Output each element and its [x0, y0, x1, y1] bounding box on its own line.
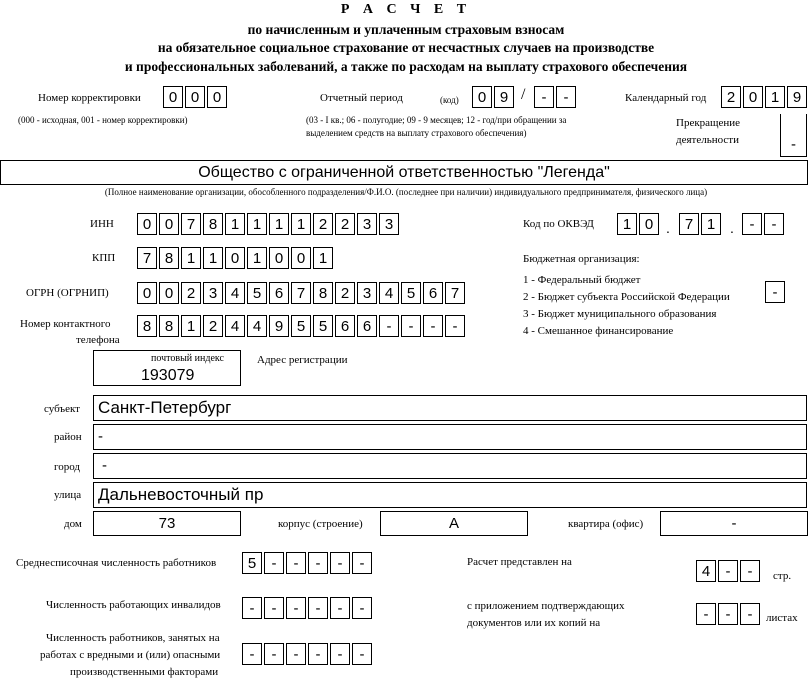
period-code-label: (код)	[440, 95, 459, 105]
kpp-digits-cell: 0	[269, 247, 289, 269]
year-digits-cell: 2	[721, 86, 741, 108]
termination-field[interactable]: -	[780, 114, 807, 157]
inn-digits-cell: 1	[225, 213, 245, 235]
period-extra-cell: -	[534, 86, 554, 108]
phone-digits-cell: -	[423, 315, 443, 337]
ogrn-digits-cell: 4	[225, 282, 245, 304]
inn-digits-cell: 1	[291, 213, 311, 235]
disabled-digits-cell: -	[242, 597, 262, 619]
street-field[interactable]: Дальневосточный пр	[93, 482, 807, 508]
phone-cells[interactable]	[137, 315, 467, 337]
headcount-digits-cell: -	[352, 552, 372, 574]
organization-name-field[interactable]: Общество с ограниченной ответственностью "Легенда"	[0, 160, 808, 185]
attachments-digits-cell: -	[740, 603, 760, 625]
headcount-digits-cell: -	[264, 552, 284, 574]
ogrn-digits-cell: 5	[247, 282, 267, 304]
budget-option-4: 4 - Смешанное финансирование	[523, 325, 674, 337]
inn-digits-cell: 0	[137, 213, 157, 235]
phone-digits-cell: -	[379, 315, 399, 337]
district-field[interactable]: -	[93, 424, 807, 450]
ogrn-digits-cell: 6	[423, 282, 443, 304]
inn-digits-cell: 3	[357, 213, 377, 235]
correction-note: (000 - исходная, 001 - номер корректировки)	[18, 115, 188, 125]
inn-digits-cell: 0	[159, 213, 179, 235]
year-digits-cell: 0	[743, 86, 763, 108]
disabled-digits-cell: -	[330, 597, 350, 619]
disabled-digits-cell: -	[308, 597, 328, 619]
budget-label: Бюджетная организация:	[523, 253, 640, 265]
ogrn-digits-cell: 3	[357, 282, 377, 304]
ogrn-digits-cell: 4	[379, 282, 399, 304]
period-extra-cell: -	[556, 86, 576, 108]
okved-part1-cell: 0	[639, 213, 659, 235]
phone-digits-cell: 1	[181, 315, 201, 337]
organization-caption: (Полное наименование организации, обособленного подразделения/Ф.И.О. (последнее при наличии) индивидуального предпринимателя, физического лица)	[104, 187, 708, 197]
phone-digits-cell: 8	[137, 315, 157, 337]
house-field[interactable]: 73	[93, 511, 241, 536]
postal-code-field[interactable]: почтовый индекс 193079	[93, 350, 241, 386]
hazardous-digits-cell: -	[242, 643, 262, 665]
disabled-digits-cell: -	[264, 597, 284, 619]
ogrn-digits-cell: 0	[159, 282, 179, 304]
pages-cells[interactable]	[696, 560, 762, 582]
pages-unit: стр.	[773, 570, 792, 582]
period-note: (03 - I кв.; 06 - полугодие; 09 - 9 месяцев; 12 - год/при обращении за выделением средств на выплату страхового обеспечения)	[306, 115, 567, 138]
budget-option-2: 2 - Бюджет субъекта Российской Федерации	[523, 291, 730, 303]
form-subtitle-line3: и профессиональных заболеваний, а также по расходам на выплату страхового обеспечения	[124, 59, 688, 74]
inn-digits-cell: 7	[181, 213, 201, 235]
headcount-digits-cell: -	[330, 552, 350, 574]
kpp-digits-cell: 0	[291, 247, 311, 269]
period-slash: /	[521, 86, 526, 103]
inn-label: ИНН	[90, 218, 114, 230]
hazardous-cells[interactable]	[242, 643, 374, 665]
okved-part3-cell: -	[764, 213, 784, 235]
pages-label: Расчет представлен на	[467, 556, 572, 568]
ogrn-digits-cell: 7	[445, 282, 465, 304]
subject-field[interactable]: Санкт-Петербург	[93, 395, 807, 421]
period-digits-cell: 0	[472, 86, 492, 108]
inn-digits-cell: 2	[313, 213, 333, 235]
pages-digits-cell: -	[740, 560, 760, 582]
inn-digits-cell: 8	[203, 213, 223, 235]
attachments-digits-cell: -	[696, 603, 716, 625]
budget-value-cell: -	[765, 281, 785, 303]
budget-option-3: 3 - Бюджет муниципального образования	[523, 308, 717, 320]
disabled-label: Численность работающих инвалидов	[46, 599, 221, 611]
inn-cells[interactable]	[137, 213, 401, 235]
period-extra-cells[interactable]	[534, 86, 578, 108]
okved-part1-cells[interactable]	[617, 213, 661, 235]
headcount-cells[interactable]	[242, 552, 374, 574]
form-subtitle-line2: на обязательное социальное страхование от несчастных случаев на производстве	[157, 40, 655, 55]
phone-digits-cell: 6	[335, 315, 355, 337]
kpp-digits-cell: 7	[137, 247, 157, 269]
ogrn-digits-cell: 6	[269, 282, 289, 304]
ogrn-digits-cell: 3	[203, 282, 223, 304]
registration-address-label: Адрес регистрации	[257, 354, 348, 366]
phone-digits-cell: -	[401, 315, 421, 337]
headcount-digits-cell: 5	[242, 552, 262, 574]
headcount-digits-cell: -	[286, 552, 306, 574]
phone-digits-cell: 6	[357, 315, 377, 337]
correction-digits-cell: 0	[185, 86, 205, 108]
hazardous-label-2: работах с вредными и (или) опасными	[40, 649, 221, 661]
okved-part2-cell: 7	[679, 213, 699, 235]
attachments-label-2: документов или их копий на	[467, 617, 601, 629]
city-field[interactable]: -	[93, 453, 807, 479]
ogrn-label: ОГРН (ОГРНИП)	[26, 287, 109, 299]
phone-digits-cell: 4	[225, 315, 245, 337]
okved-part1-cell: 1	[617, 213, 637, 235]
year-digits-cell: 9	[787, 86, 807, 108]
hazardous-digits-cell: -	[330, 643, 350, 665]
disabled-cells[interactable]	[242, 597, 374, 619]
attachments-unit: листах	[766, 612, 798, 624]
district-label: район	[54, 431, 82, 443]
disabled-digits-cell: -	[286, 597, 306, 619]
year-digits-cell: 1	[765, 86, 785, 108]
period-label: Отчетный период	[320, 92, 403, 104]
kpp-digits-cell: 0	[225, 247, 245, 269]
apartment-label: квартира (офис)	[568, 518, 644, 530]
attachments-label-1: с приложением подтверждающих	[467, 600, 625, 612]
phone-digits-cell: 8	[159, 315, 179, 337]
correction-cells[interactable]	[163, 86, 229, 108]
building-field[interactable]: А	[380, 511, 528, 536]
headcount-digits-cell: -	[308, 552, 328, 574]
okved-part3-cells[interactable]	[742, 213, 786, 235]
form-subtitle-line1: по начисленным и уплаченным страховым взносам	[247, 22, 565, 37]
phone-digits-cell: 5	[313, 315, 333, 337]
pages-digits-cell: 4	[696, 560, 716, 582]
correction-digits-cell: 0	[163, 86, 183, 108]
apartment-field[interactable]: -	[660, 511, 808, 536]
ogrn-cells[interactable]	[137, 282, 467, 304]
house-label: дом	[64, 518, 82, 530]
postal-code-label: почтовый индекс	[151, 353, 224, 364]
form-title: Р А С Ч Е Т	[340, 2, 472, 17]
headcount-label: Среднесписочная численность работников	[16, 557, 217, 569]
phone-label-1: Номер контактного	[20, 318, 111, 330]
city-label: город	[54, 461, 81, 473]
building-label: корпус (строение)	[278, 518, 363, 530]
kpp-label: КПП	[92, 252, 116, 264]
kpp-digits-cell: 1	[203, 247, 223, 269]
hazardous-digits-cell: -	[286, 643, 306, 665]
hazardous-digits-cell: -	[264, 643, 284, 665]
kpp-cells[interactable]	[137, 247, 335, 269]
ogrn-digits-cell: 8	[313, 282, 333, 304]
hazardous-digits-cell: -	[308, 643, 328, 665]
inn-digits-cell: 1	[269, 213, 289, 235]
termination-label-1: Прекращение	[676, 117, 741, 129]
street-label: улица	[54, 489, 82, 501]
budget-cells[interactable]	[765, 281, 787, 303]
attachments-digits-cell: -	[718, 603, 738, 625]
phone-digits-cell: 9	[269, 315, 289, 337]
kpp-digits-cell: 1	[313, 247, 333, 269]
pages-digits-cell: -	[718, 560, 738, 582]
attachments-cells[interactable]	[696, 603, 762, 625]
ogrn-digits-cell: 7	[291, 282, 311, 304]
period-digits-cell: 9	[494, 86, 514, 108]
okved-part3-cell: -	[742, 213, 762, 235]
phone-digits-cell: 2	[203, 315, 223, 337]
okved-dot-1: .	[666, 220, 670, 236]
phone-label-2: телефона	[76, 334, 120, 346]
termination-label-2: деятельности	[676, 134, 739, 146]
inn-digits-cell: 2	[335, 213, 355, 235]
okved-dot-2: .	[730, 220, 734, 236]
phone-digits-cell: 5	[291, 315, 311, 337]
phone-digits-cell: -	[445, 315, 465, 337]
correction-digits-cell: 0	[207, 86, 227, 108]
okved-part2-cells[interactable]	[679, 213, 723, 235]
ogrn-digits-cell: 2	[181, 282, 201, 304]
period-cells[interactable]	[472, 86, 516, 108]
budget-option-1: 1 - Федеральный бюджет	[523, 274, 641, 286]
ogrn-digits-cell: 5	[401, 282, 421, 304]
subject-label: субъект	[44, 403, 80, 415]
year-cells[interactable]	[721, 86, 809, 108]
inn-digits-cell: 1	[247, 213, 267, 235]
inn-digits-cell: 3	[379, 213, 399, 235]
year-label: Календарный год	[625, 92, 707, 104]
okved-label: Код по ОКВЭД	[523, 218, 594, 230]
ogrn-digits-cell: 2	[335, 282, 355, 304]
disabled-digits-cell: -	[352, 597, 372, 619]
kpp-digits-cell: 1	[247, 247, 267, 269]
okved-part2-cell: 1	[701, 213, 721, 235]
hazardous-digits-cell: -	[352, 643, 372, 665]
kpp-digits-cell: 8	[159, 247, 179, 269]
hazardous-label-3: производственными факторами	[70, 666, 219, 678]
hazardous-label-1: Численность работников, занятых на	[46, 632, 220, 644]
kpp-digits-cell: 1	[181, 247, 201, 269]
correction-label: Номер корректировки	[38, 92, 141, 104]
ogrn-digits-cell: 0	[137, 282, 157, 304]
phone-digits-cell: 4	[247, 315, 267, 337]
